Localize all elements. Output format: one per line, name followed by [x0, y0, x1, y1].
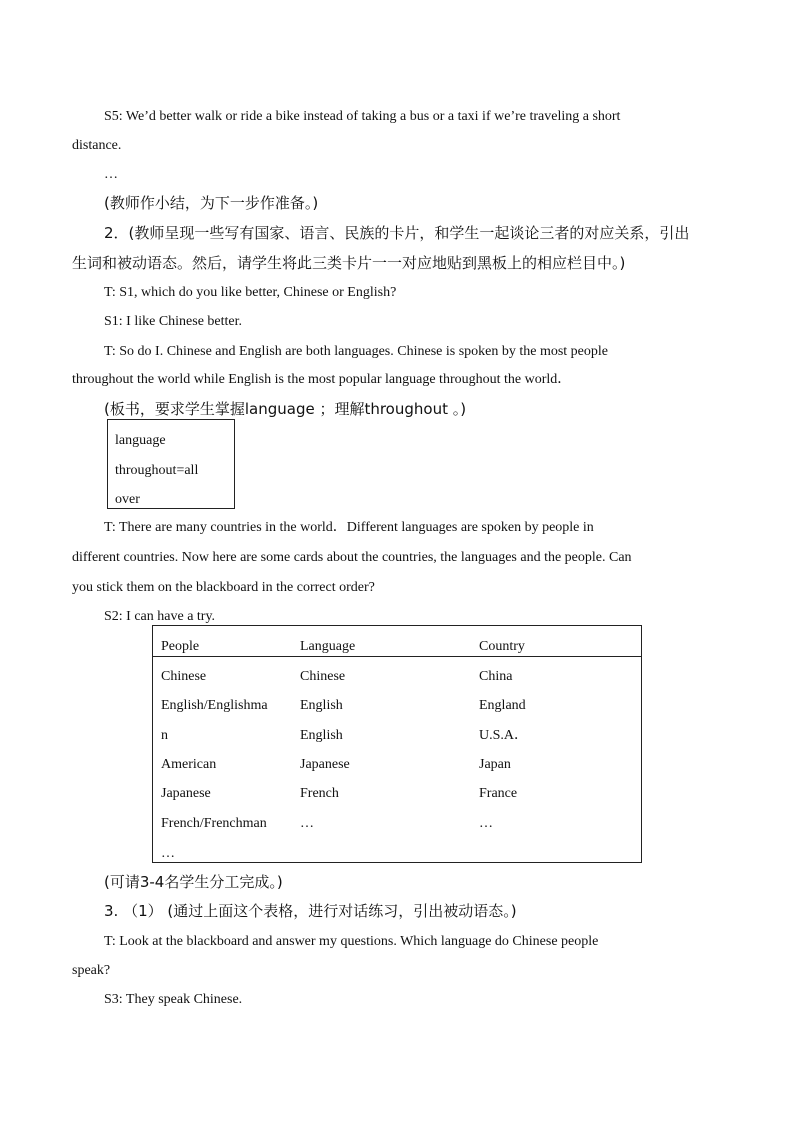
table-cell: Japanese: [300, 757, 350, 772]
table-cell: China: [479, 669, 513, 684]
table-cell: French/Frenchman: [161, 816, 267, 831]
teacher-note: (教师作小结，为下一步作准备。): [104, 194, 319, 212]
step-2-instruction-cont: 生词和被动语态。然后，请学生将此三类卡片一一对应地贴到黑板上的相应栏目中。): [72, 254, 626, 272]
dialogue-line-s1: S1: I like Chinese better.: [104, 314, 243, 329]
dialogue-line-t2: T: So do I. Chinese and English are both languages. Chinese is spoken by the most people: [104, 344, 608, 359]
dialogue-line-t3-cont: different countries. Now here are some cards about the countries, the languages and the people. Can: [72, 550, 632, 565]
table-header-divider: [153, 656, 641, 657]
dialogue-line-t4-cont: speak?: [72, 963, 111, 978]
dialogue-line-t3-cont2: you stick them on the blackboard in the correct order?: [72, 580, 375, 595]
dialogue-line-t2-cont: throughout the world while English is the most popular language throughout the world．: [72, 372, 572, 387]
table-cell: …: [479, 816, 493, 831]
table-cell: Chinese: [161, 669, 207, 684]
board-line: language: [115, 433, 166, 448]
table-header-people: People: [161, 639, 200, 654]
table-cell: …: [300, 816, 314, 831]
table-cell: Japan: [479, 757, 511, 772]
ellipsis-text: …: [104, 167, 118, 182]
dialogue-line-t4: T: Look at the blackboard and answer my questions. Which language do Chinese people: [104, 934, 599, 949]
blackboard-note: (板书，要求学生掌握language ；理解throughout 。): [104, 400, 467, 418]
dialogue-line-t1: T: S1, which do you like better, Chinese or English?: [104, 285, 397, 300]
table-cell: Japanese: [161, 786, 211, 801]
table-cell: …: [161, 846, 175, 861]
board-line: over: [115, 492, 140, 507]
board-line: throughout=all: [115, 463, 199, 478]
step-3-instruction: 3. （1） (通过上面这个表格，进行对话练习，引出被动语态。): [104, 902, 517, 920]
table-cell: U.S.A．: [479, 728, 529, 743]
dialogue-line-s5: S5: We’d better walk or ride a bike instead of taking a bus or a taxi if we’re traveling a short: [104, 109, 621, 124]
table-cell: American: [161, 757, 217, 772]
cards-table: [152, 625, 642, 863]
table-cell: French: [300, 786, 339, 801]
dialogue-line-s5-cont: distance.: [72, 138, 122, 153]
table-cell: English: [300, 728, 343, 743]
grouping-note: (可请3-4名学生分工完成。): [104, 873, 283, 891]
table-cell: English: [300, 698, 343, 713]
table-cell: England: [479, 698, 526, 713]
table-cell: n: [161, 728, 168, 743]
step-2-instruction: 2．(教师呈现一些写有国家、语言、民族的卡片，和学生一起谈论三者的对应关系，引出: [104, 224, 690, 242]
table-cell: English/Englishma: [161, 698, 268, 713]
blackboard-box: [107, 419, 235, 509]
table-header-country: Country: [479, 639, 525, 654]
dialogue-line-t3: T: There are many countries in the world．Different languages are spoken by people in: [104, 520, 594, 535]
table-header-language: Language: [300, 639, 356, 654]
table-cell: Chinese: [300, 669, 346, 684]
dialogue-line-s3: S3: They speak Chinese.: [104, 992, 243, 1007]
table-cell: France: [479, 786, 518, 801]
dialogue-line-s2: S2: I can have a try.: [104, 609, 216, 624]
